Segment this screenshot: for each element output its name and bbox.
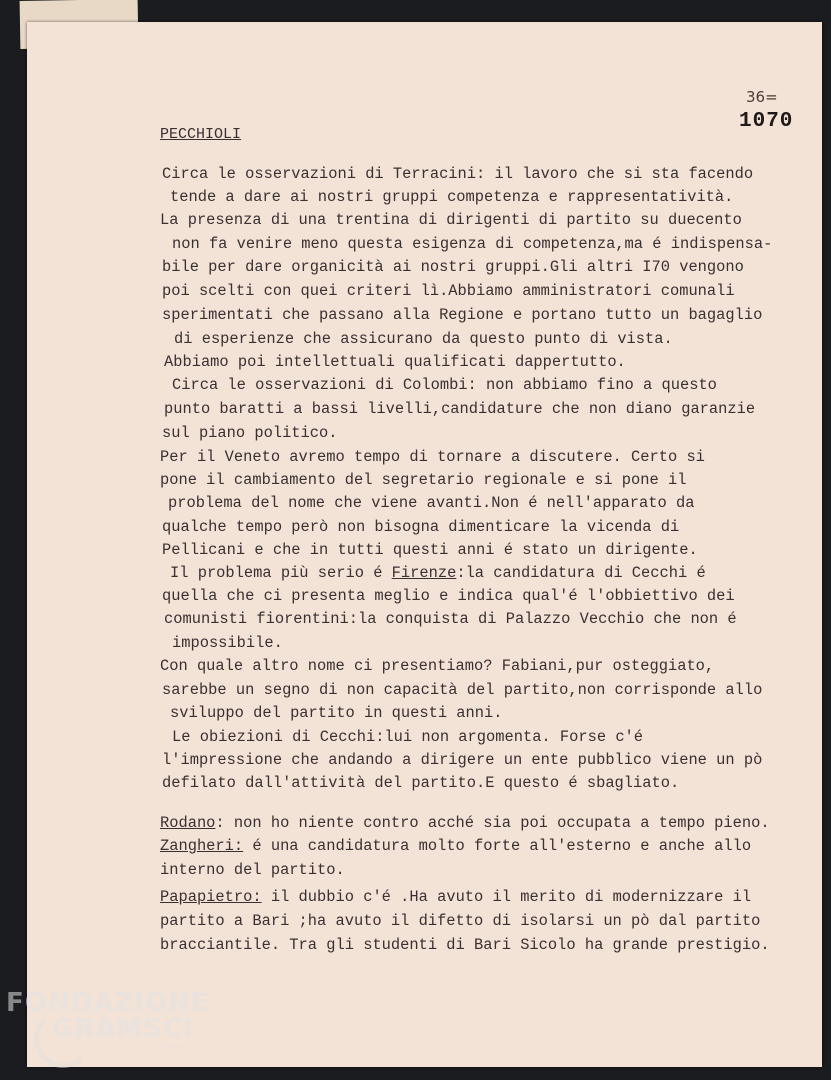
text-line: problema del nome che viene avanti.Non é nell'apparato da [168, 494, 695, 512]
text-line [160, 859, 345, 882]
text-line: poi scelti con quei criteri lì.Abbiamo amministratori comunali [162, 282, 735, 300]
text-line: sarebbe un segno di non capacità del partito,non corrisponde allo [162, 681, 763, 699]
text-line: Il problema più serio é [170, 564, 392, 582]
text-line: sul piano politico. [162, 424, 338, 442]
speaker-name: Papapietro: [160, 888, 262, 906]
text-line: comunisti fiorentini:la conquista di Palazzo Vecchio che non é [164, 610, 737, 628]
watermark-line-1: FONDAZIONE [6, 988, 210, 1018]
text-line: Circa le osservazioni di Colombi: non abbiamo fino a questo [172, 376, 717, 394]
speaker-text: partito a Bari ;ha avuto il difetto di isolarsi un pò dal partito [160, 912, 761, 930]
speaker-line-papapietro [160, 886, 751, 909]
text-line: La presenza di una trentina di dirigenti di partito su duecento [160, 211, 742, 229]
speaker-text: é una candidatura molto forte all'esterno e anche allo [243, 837, 752, 855]
text-line: di esperienze che assicurano da questo punto di vista. [174, 330, 673, 348]
speaker-text: : non ho niente contro acché sia poi occupata a tempo pieno. [215, 814, 770, 832]
text-line: Per il Veneto avremo tempo di tornare a discutere. Certo si [160, 448, 705, 466]
text-line: sviluppo del partito in questi anni. [170, 704, 503, 722]
section-title: PECCHIOLI [160, 126, 242, 143]
watermark-line-3: onlus [164, 1042, 186, 1051]
text-line: Le obiezioni di Cecchi:lui non argomenta. Forse c'é [172, 728, 644, 746]
stamped-page-number: 1070 [739, 110, 794, 133]
text-line: defilato dall'attività del partito.E questo é sbagliato. [162, 774, 680, 792]
text-line-firenze [170, 562, 706, 585]
watermark-line-2: GRAMSCI [52, 1014, 194, 1044]
text-line: qualche tempo però non bisogna dimenticare la vicenda di [162, 518, 680, 536]
text-line: Con quale altro nome ci presentiamo? Fabiani,pur osteggiato, [160, 657, 715, 675]
text-line: l'impressione che andando a dirigere un ente pubblico viene un pò [162, 751, 763, 769]
text-line: sperimentati che passano alla Regione e portano tutto un bagaglio [162, 306, 763, 324]
speaker-name: Rodano [160, 814, 216, 832]
speaker-name: Zangheri: [160, 837, 244, 855]
speaker-text: bracciantile. Tra gli studenti di Bari Sicolo ha grande prestigio. [160, 936, 770, 954]
speaker-text: interno del partito. [160, 861, 345, 879]
typewritten-page [27, 22, 822, 1067]
text-line: Circa le osservazioni di Terracini: il lavoro che si sta facendo [162, 165, 754, 183]
text-line: Pellicani e che in tutti questi anni é stato un dirigente. [162, 541, 698, 559]
text-line: tende a dare ai nostri gruppi competenza e rappresentatività. [170, 188, 734, 206]
speaker-line-zangheri [160, 835, 751, 858]
speaker-text: il dubbio c'é .Ha avuto il merito di modernizzare il [261, 888, 752, 906]
text-line: Abbiamo poi intellettuali qualificati dappertutto. [164, 353, 626, 371]
text-line: quella che ci presenta meglio e indica qual'é l'obbiettivo dei [162, 587, 735, 605]
text-line: punto baratti a bassi livelli,candidature che non diano garanzie [164, 400, 756, 418]
text-line [160, 910, 760, 933]
text-line: non fa venire meno questa esigenza di competenza,ma é indispensa- [172, 235, 773, 253]
speaker-line-rodano [160, 812, 770, 835]
handwritten-page-number: 36= [746, 88, 778, 106]
text-line: impossibile. [172, 634, 283, 652]
firenze-underlined: Firenze [391, 564, 457, 582]
fondazione-gramsci-watermark [6, 988, 209, 1051]
text-line: bile per dare organicità ai nostri gruppi.Gli altri I70 vengono [162, 258, 744, 276]
firenze-tail: :la candidatura di Cecchi é [456, 564, 706, 582]
text-line [160, 934, 770, 957]
text-line: pone il cambiamento del segretario regionale e si pone il [160, 471, 687, 489]
